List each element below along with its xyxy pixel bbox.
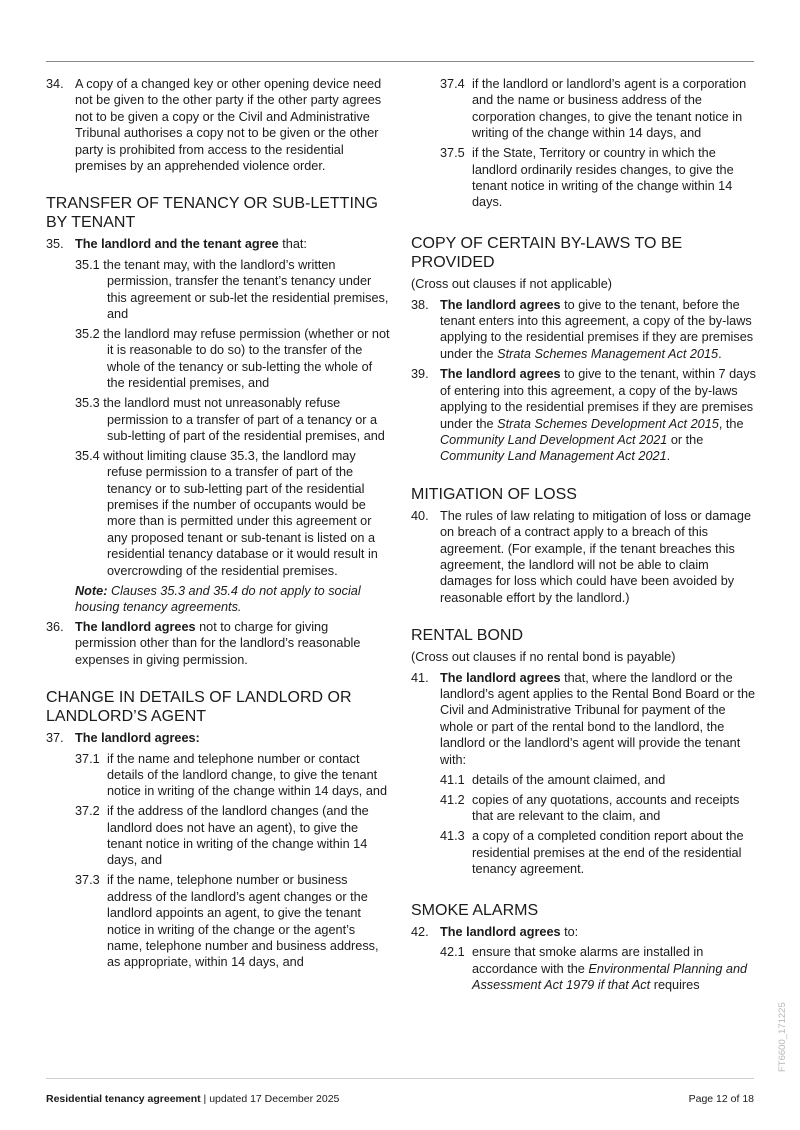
clause-number: 41. — [411, 670, 429, 685]
footer-page-number: Page 12 of 18 — [688, 1093, 754, 1105]
clause-35 — [46, 236, 391, 252]
subclause-number: 41.3 — [440, 829, 465, 844]
left-column — [46, 76, 391, 974]
subclause-lead: ensure that smoke alarms are installed in accordance with the — [472, 945, 704, 976]
subclause-41-1 — [440, 772, 756, 788]
note-label: Note: — [75, 583, 108, 598]
bold-lead: The landlord agrees: — [75, 731, 200, 746]
separator: or the — [667, 432, 704, 447]
clause-end: . — [718, 346, 722, 361]
subclause-41-2 — [440, 792, 756, 825]
clause-rest: not to charge for giving permission other than for the landlord’s reasonable expenses in giving permission. — [75, 619, 361, 667]
note-text: Clauses 35.3 and 35.4 do not apply to social housing tenancy agreements. — [75, 583, 361, 614]
subclause-text: if the landlord or landlord’s agent is a corporation and the name or business address of the corporation changes, to give the tenant notice in writing of the change within 14 days, and — [472, 77, 747, 141]
clause-40 — [411, 508, 756, 606]
clause-text: A copy of a changed key or other opening device need not be given to the other party if the other party agrees not to be given a copy or the Civil and Administrative Tribunal authorises a copy not to be given or the other party is prohibited from access to the residential premises by an apprehended violence order. — [75, 77, 382, 174]
clause-text: The rules of law relating to mitigation of loss or damage on breach of a contract apply to a breach of this agreement. (For example, if the tenant breaches this agreement, the landlord will not be able to claim damages for loss which could have been avoided by reasonable effort by the landlord.) — [440, 508, 751, 605]
section-subtitle-bylaws: (Cross out clauses if not applicable) — [411, 277, 612, 292]
subclause-text: without limiting clause 35.3, the landlord may refuse permission to a transfer of part of the tenancy or to sub-letting part of the residential premises if the number of occupants would be more than is permitted under this agreement or any proposed tenant or sub-tenant is listed on a residential tenancy database or it would result in overcrowding of the residential premises. — [103, 448, 378, 578]
section-title-mitigation: MITIGATION OF LOSS — [411, 485, 577, 503]
bold-lead: The landlord and the tenant agree — [75, 237, 279, 252]
subclause-text: if the address of the landlord changes (and the landlord does not have an agent), to give the tenant notice in writing of the change within 14 days, and — [107, 804, 369, 868]
subclause-text: if the name, telephone number or business address of the landlord’s agent changes or the landlord appoints an agent, to give the tenant notice in writing of the change or the agent’s name, telephone number and business address, as appropriate, within 14 days, and — [107, 873, 379, 970]
form-code: FT6600_171225 — [777, 1002, 788, 1072]
subclause-text: the landlord must not unreasonably refuse permission to a transfer of part of a tenancy or a sub-letting of part of the residential premises, and — [103, 396, 385, 443]
top-rule — [46, 61, 754, 62]
section-title-change-details: CHANGE IN DETAILS OF LANDLORD OR LANDLORD’S AGENT — [46, 689, 352, 726]
section-title-bylaws: COPY OF CERTAIN BY-LAWS TO BE PROVIDED — [411, 235, 683, 272]
bold-lead: The landlord agrees — [75, 619, 196, 634]
clause-number: 39. — [411, 367, 429, 382]
subclause-text: if the name and telephone number or contact details of the landlord change, to give the tenant notice in writing of the change within 14 days, and — [107, 751, 388, 799]
bold-lead: The landlord agrees — [440, 367, 561, 382]
clause-number: 34. — [46, 77, 64, 91]
clause-end: . — [666, 449, 671, 464]
subclause-text: if the State, Territory or country in which the landlord ordinarily resides changes, to give the tenant notice in writing of the change within 14 days. — [472, 146, 734, 210]
act-name: Environmental Planning and Assessment Act 1979 if that Act — [472, 961, 748, 993]
clause-36 — [46, 619, 391, 668]
clause-number: 36. — [46, 619, 64, 634]
subclause-end: requires — [650, 978, 700, 993]
footer-title: Residential tenancy agreement — [46, 1093, 201, 1105]
subclause-37-3 — [75, 872, 391, 970]
clause-lead — [75, 236, 391, 252]
subclause-text: the tenant may, with the landlord’s written permission, transfer the tenant’s tenancy under this agreement or sub-let the residential premises, and — [103, 257, 389, 322]
clause-number: 38. — [411, 297, 429, 312]
clause-41 — [411, 670, 756, 768]
subclause-number: 37.4 — [440, 77, 465, 91]
act-name: Community Land Management Act 2021 — [440, 449, 667, 464]
clause-34 — [46, 76, 391, 174]
bold-lead: The landlord agrees — [440, 924, 561, 939]
act-name: Strata Schemes Development Act 2015 — [497, 416, 719, 431]
act-name: Strata Schemes Management Act 2015 — [497, 346, 719, 361]
subclause-37-2 — [75, 803, 391, 869]
subclause-number: 37.3 — [75, 873, 100, 888]
clause-number: 42. — [411, 924, 429, 939]
bold-lead: The landlord agrees — [440, 297, 561, 312]
bold-lead: The landlord agrees — [440, 670, 561, 685]
clause-number: 37. — [46, 731, 64, 746]
clause-number: 35. — [46, 237, 64, 252]
section-subtitle-rental-bond: (Cross out clauses if no rental bond is payable) — [411, 650, 676, 665]
subclause-text: a copy of a completed condition report about the residential premises at the end of the residential tenancy agreement. — [472, 829, 744, 877]
footer-rule — [46, 1078, 754, 1079]
subclause-number: 35.3 — [75, 396, 100, 411]
clause-lead — [75, 730, 391, 746]
clause-text — [440, 924, 756, 940]
subclause-number: 35.2 — [75, 326, 100, 341]
subclause-number: 37.2 — [75, 804, 100, 819]
clause-35-note — [75, 583, 391, 616]
subclause-number: 35.1 — [75, 257, 100, 272]
clause-rest: that, where the landlord or the landlord’s agent applies to the Rental Bond Board or the Civil and Administrative Tribunal for payment of the whole or part of the rental bond to the landlord, the landlord or the landlord’s agent will provide the tenant with: — [440, 670, 756, 767]
subclause-text: details of the amount claimed, and — [472, 773, 666, 787]
subclause-35-2 — [75, 326, 391, 392]
subclause-text: copies of any quotations, accounts and receipts that are relevant to the claim, and — [472, 792, 740, 824]
right-column — [411, 76, 756, 997]
clause-38 — [411, 297, 756, 363]
subclause-number: 41.1 — [440, 773, 465, 787]
section-title-rental-bond: RENTAL BOND — [411, 627, 524, 645]
clause-39 — [411, 366, 756, 464]
lead-rest: that: — [278, 237, 307, 252]
section-title-smoke-alarms: SMOKE ALARMS — [411, 901, 539, 919]
subclause-41-3 — [440, 828, 756, 877]
subclause-35-1 — [75, 257, 391, 323]
clause-rest: to give to the tenant, within 7 days of entering into this agreement, a copy of the by-laws applying to the residential premises if they are premises under the — [440, 367, 756, 431]
subclause-text — [472, 944, 756, 993]
clause-rest: to: — [560, 924, 579, 939]
clause-text — [440, 366, 756, 464]
subclause-number: 37.5 — [440, 146, 465, 161]
footer-updated: | updated 17 December 2025 — [200, 1093, 340, 1105]
subclause-number: 35.4 — [75, 448, 100, 463]
clause-text — [440, 670, 756, 768]
clause-42 — [411, 924, 756, 940]
clause-rest: to give to the tenant, before the tenant enters into this agreement, a copy of the by-laws applying to the residential premises if they are premises under the — [440, 297, 754, 361]
separator: , the — [718, 416, 744, 431]
subclause-42-1 — [440, 944, 756, 993]
clause-text — [75, 619, 391, 668]
act-name: Community Land Development Act 2021 — [440, 432, 668, 447]
subclause-number: 41.2 — [440, 792, 465, 807]
clause-number: 40. — [411, 508, 429, 523]
subclause-35-4 — [75, 448, 391, 579]
clause-37 — [46, 730, 391, 746]
subclause-37-4 — [440, 76, 756, 142]
clause-text — [440, 297, 756, 363]
subclause-text: the landlord may refuse permission (whether or not it is reasonable to do so) to the transfer of the whole of the tenancy or sub-letting the whole of the residential premises, and — [103, 326, 390, 391]
subclause-35-3 — [75, 395, 391, 444]
section-title-transfer: TRANSFER OF TENANCY OR SUB-LETTING BY TENANT — [46, 195, 378, 232]
subclause-37-1 — [75, 751, 391, 800]
subclause-number: 37.1 — [75, 751, 100, 766]
subclause-37-5 — [440, 145, 756, 211]
footer-document-title — [46, 1093, 339, 1105]
subclause-number: 42.1 — [440, 945, 465, 960]
